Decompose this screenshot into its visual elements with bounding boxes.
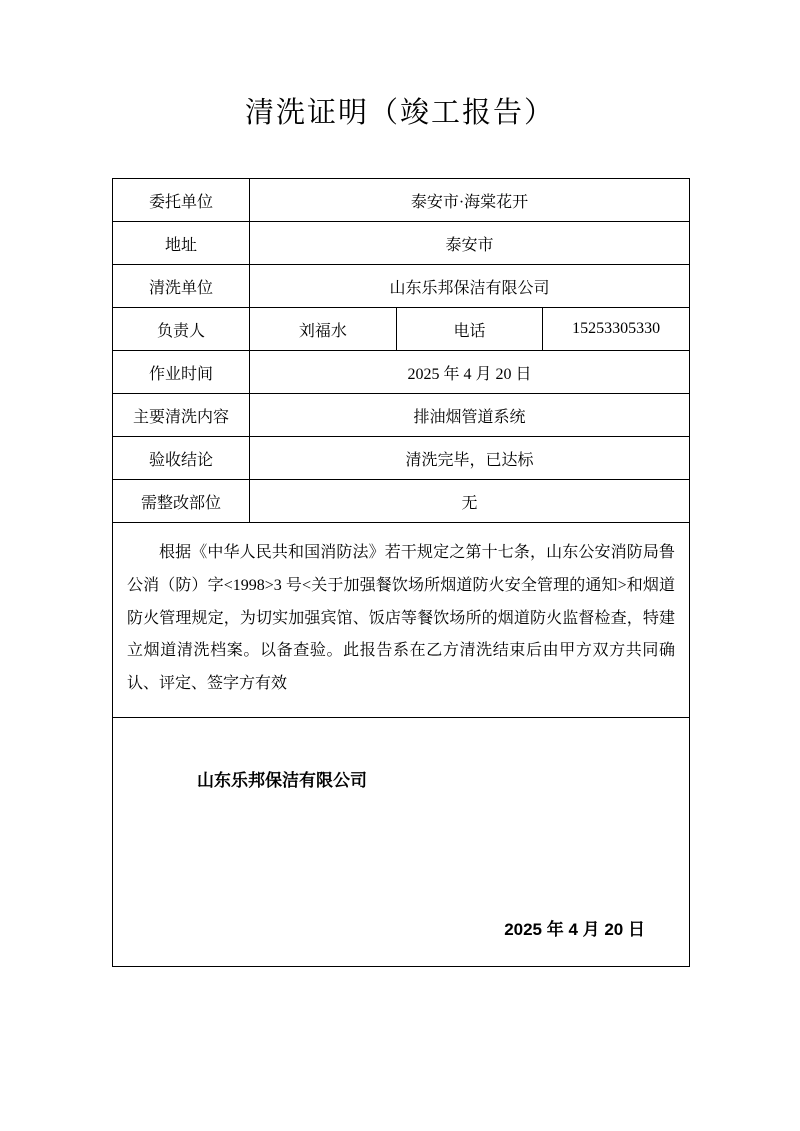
table-row [113,265,690,308]
row-value-cleaning-company: 山东乐邦保洁有限公司 [250,265,690,308]
row-value-conclusion: 清洗完毕，已达标 [250,437,690,480]
table-row [113,394,690,437]
row-value-phone: 15253305330 [543,308,690,351]
signature-company: 山东乐邦保洁有限公司 [197,770,367,790]
table-row [113,437,690,480]
signature-cell [113,717,690,966]
table-row-signature [113,717,690,966]
row-value-work-date: 2025 年 4 月 20 日 [250,351,690,394]
table-row-terms [113,523,690,718]
terms-text: 根据《中华人民共和国消防法》若干规定之第十七条，山东公安消防局鲁公消（防）字<1998>3 号<关于加强餐饮场所烟道防火安全管理的通知>和烟道防火管理规定，为切实加强宾馆、饭店等餐饮场所的烟道防火监督检查，特建立烟道清洗档案。以备查验。此报告系在乙方清洗结束后由甲方双方共同确认、评定、签字方有效 [127,544,675,693]
row-label-work-date: 作业时间 [113,351,250,394]
table-row [113,179,690,222]
row-label-phone: 电话 [396,308,543,351]
row-value-address: 泰安市 [250,222,690,265]
table-row-contact [113,308,690,351]
row-label-conclusion: 验收结论 [113,437,250,480]
row-label-main-content: 主要清洗内容 [113,394,250,437]
row-label-cleaning-company: 清洗单位 [113,265,250,308]
row-label-address: 地址 [113,222,250,265]
row-value-main-content: 排油烟管道系统 [250,394,690,437]
row-value-client: 泰安市·海棠花开 [250,179,690,222]
certificate-table [112,178,690,967]
row-value-responsible-person: 刘福水 [250,308,397,351]
row-value-rectification: 无 [250,480,690,523]
row-label-rectification: 需整改部位 [113,480,250,523]
terms-cell [113,523,690,718]
row-label-responsible-person: 负责人 [113,308,250,351]
table-row [113,480,690,523]
table-row [113,222,690,265]
page-title: 清洗证明（竣工报告） [244,97,555,129]
row-label-client: 委托单位 [113,179,250,222]
table-row [113,351,690,394]
signature-date: 2025 年 4 月 20 日 [504,919,645,939]
